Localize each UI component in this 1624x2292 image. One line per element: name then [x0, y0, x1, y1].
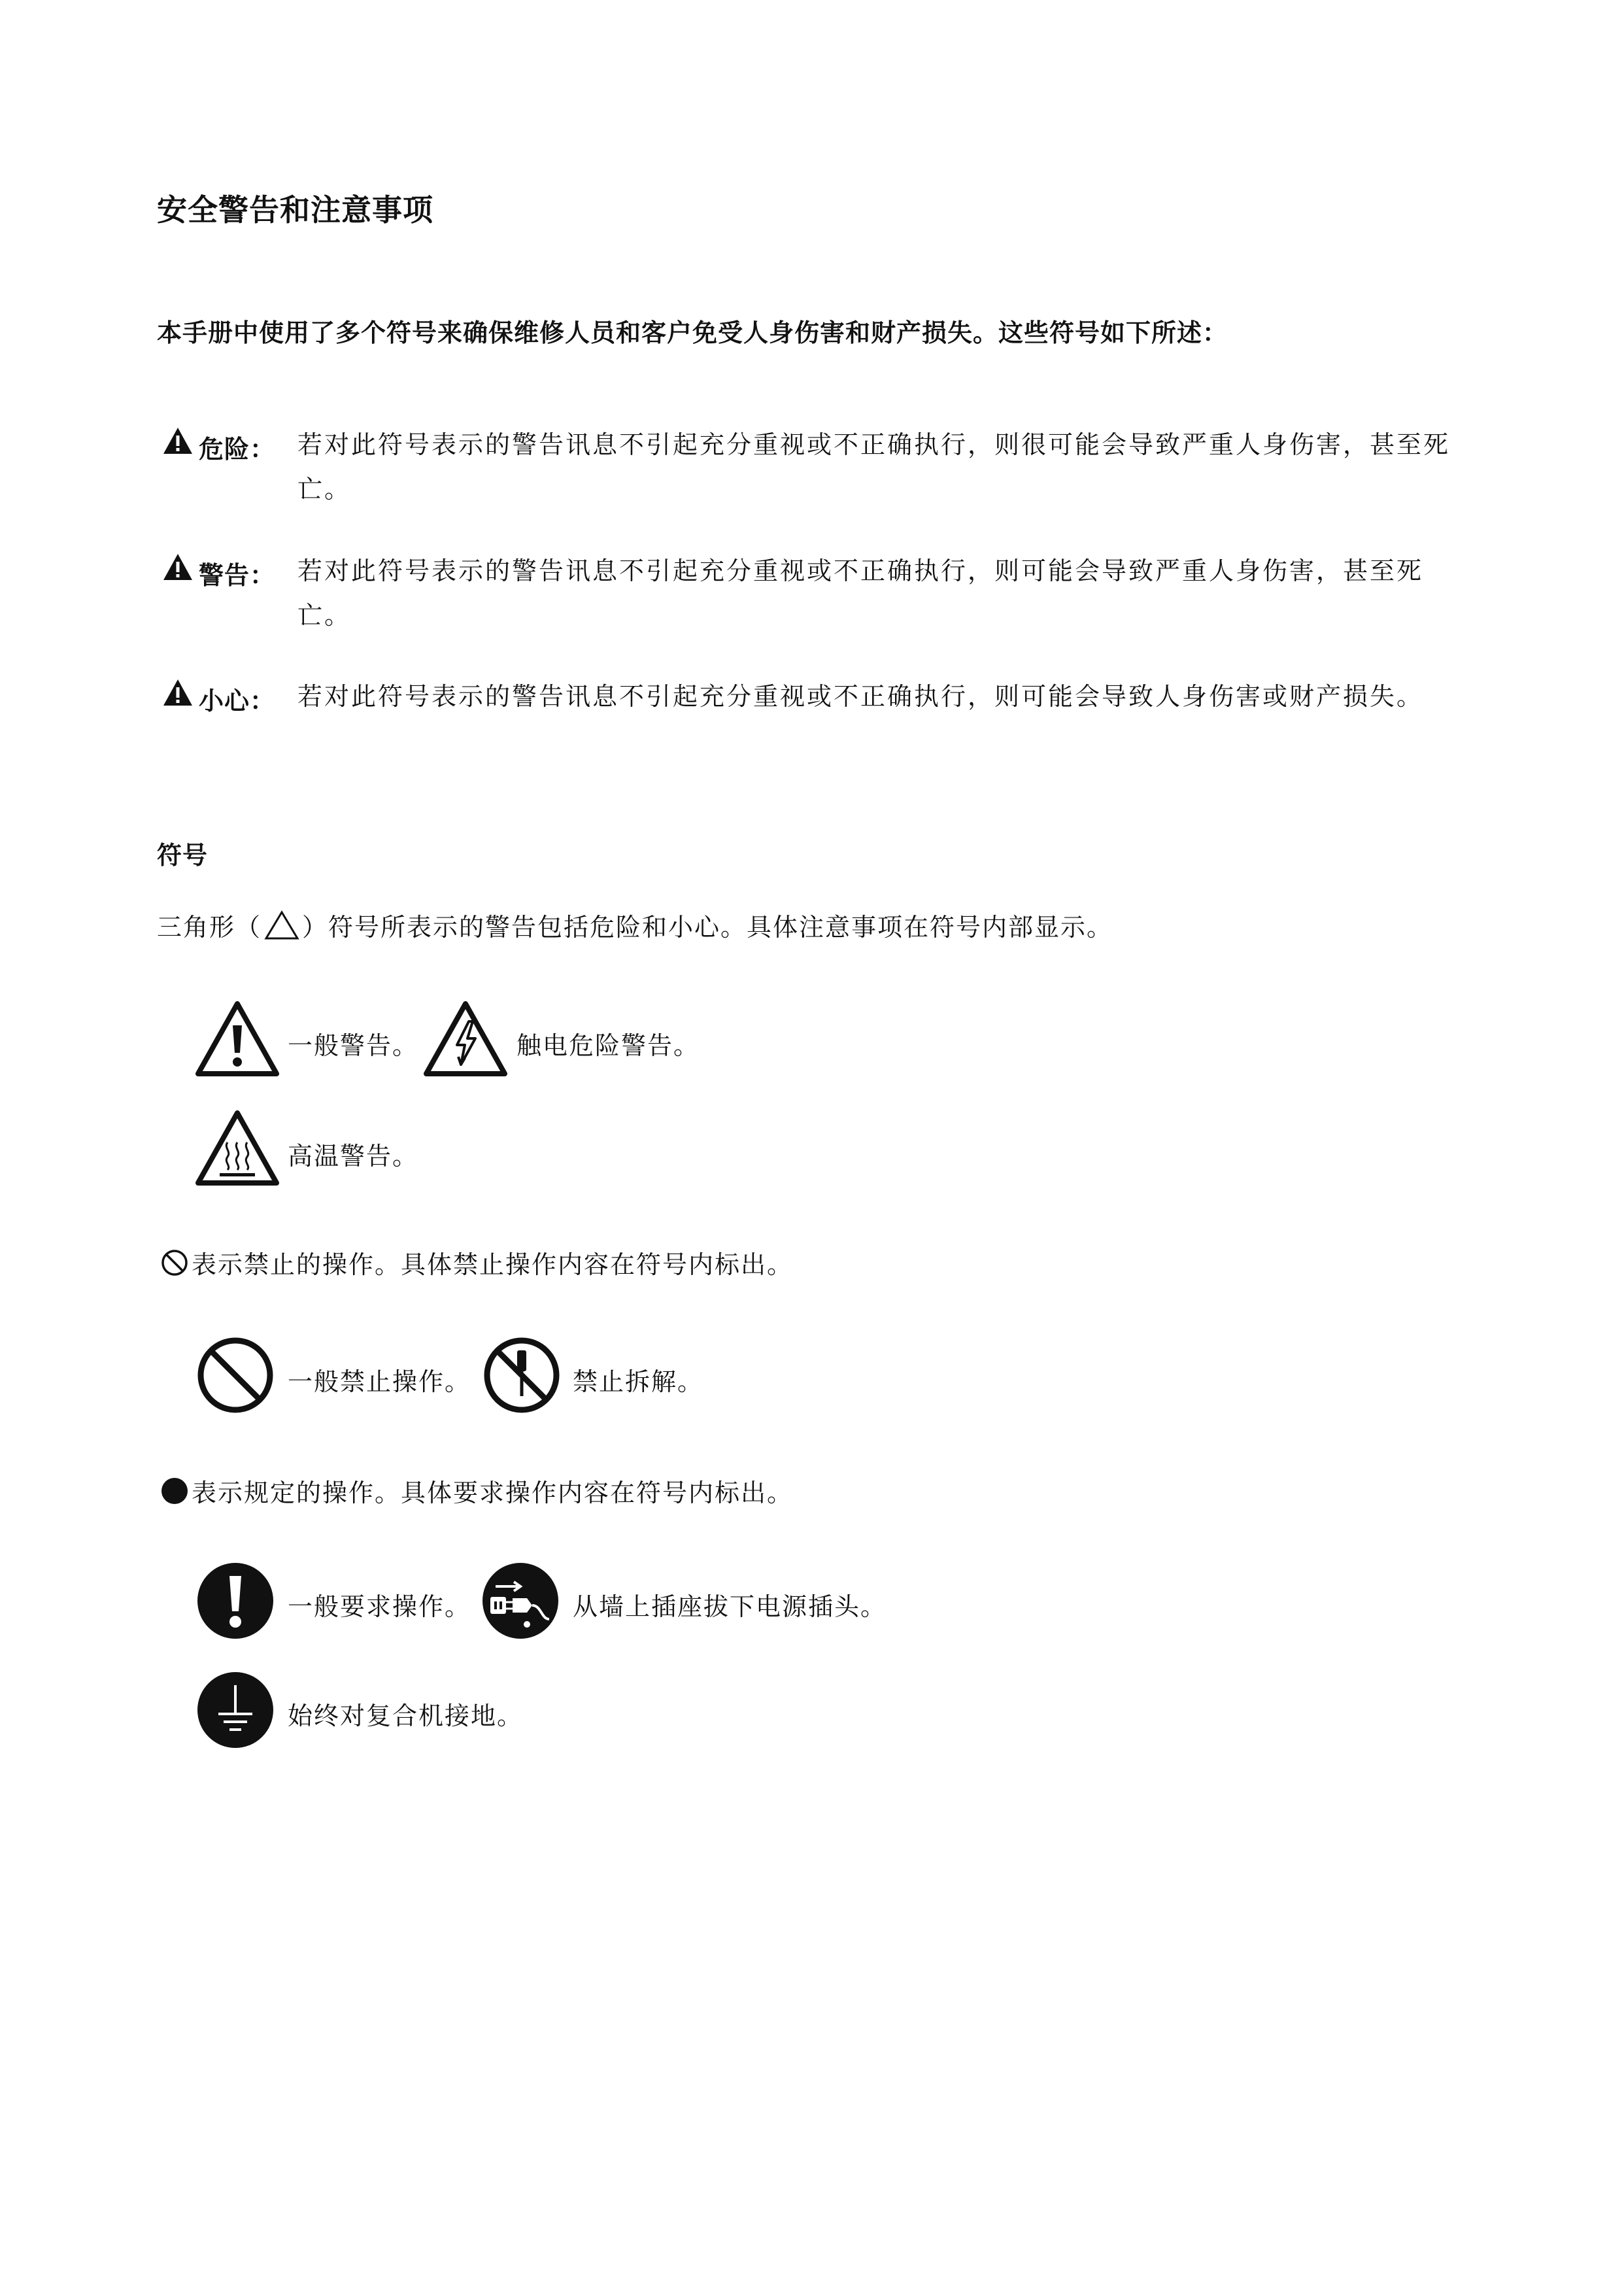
warning-text: 若对此符号表示的警告讯息不引起充分重视或不正确执行，则可能会导致严重人身伤害，甚至死亡。 — [297, 556, 1424, 630]
electric-shock-icon — [423, 1001, 508, 1078]
caution-warning — [162, 553, 194, 581]
required-description — [160, 1473, 793, 1509]
no-disassembly-icon — [482, 1336, 561, 1414]
unplug-label: 从墙上插座拔下电源插头。 — [573, 1592, 887, 1621]
intro-text: 本手册中使用了多个符号来确保维修人员和客户免受人身伤害和财产损失。这些符号如下所述： — [157, 318, 1228, 347]
heat-warning-label: 高温警告。 — [288, 1142, 419, 1171]
general-warning-label: 一般警告。 — [288, 1031, 419, 1060]
danger-label: 危险： — [199, 435, 276, 464]
general-required-symbol — [196, 1562, 275, 1640]
warning-triangle-icon — [162, 553, 194, 581]
small-prohibit-icon — [160, 1248, 189, 1277]
outline-triangle-icon — [264, 910, 299, 940]
electric-warning-symbol — [423, 1001, 508, 1078]
small-required-icon — [160, 1477, 189, 1505]
required-description-text: 表示规定的操作。具体要求操作内容在符号内标出。 — [192, 1479, 794, 1507]
caution-label: 小心： — [199, 687, 276, 715]
general-warning-icon — [195, 1001, 280, 1078]
prohibit-description-text: 表示禁止的操作。具体禁止操作内容在符号内标出。 — [192, 1250, 794, 1279]
general-required-label: 一般要求操作。 — [288, 1592, 471, 1621]
caution-item — [162, 678, 194, 707]
warning-label: 警告： — [199, 561, 276, 590]
danger-warning — [162, 426, 194, 455]
unplug-symbol — [481, 1562, 560, 1640]
general-warning-symbol — [195, 1001, 280, 1078]
unplug-icon — [481, 1562, 560, 1640]
heat-warning-symbol — [195, 1110, 280, 1187]
ground-icon — [196, 1671, 275, 1749]
prohibit-description — [160, 1244, 793, 1280]
ground-label: 始终对复合机接地。 — [288, 1702, 524, 1730]
symbols-heading: 符号 — [157, 841, 209, 870]
general-prohibit-label: 一般禁止操作。 — [288, 1367, 471, 1396]
caution-triangle-icon — [162, 678, 194, 707]
general-required-icon — [196, 1562, 275, 1640]
triangle-description-after: ）符号所表示的警告包括危险和小心。具体注意事项在符号内部显示。 — [302, 913, 1113, 942]
caution-text: 若对此符号表示的警告讯息不引起充分重视或不正确执行，则可能会导致人身伤害或财产损失。 — [297, 682, 1424, 711]
electric-warning-label: 触电危险警告。 — [516, 1031, 700, 1060]
page-title: 安全警告和注意事项 — [157, 192, 433, 228]
general-prohibit-symbol — [196, 1336, 275, 1414]
ground-symbol — [196, 1671, 275, 1749]
danger-triangle-icon — [162, 426, 194, 455]
no-disassembly-label: 禁止拆解。 — [573, 1367, 704, 1396]
triangle-description — [157, 907, 1113, 943]
no-disassembly-symbol — [482, 1336, 561, 1414]
danger-text: 若对此符号表示的警告讯息不引起充分重视或不正确执行，则很可能会导致严重人身伤害，甚至死亡。 — [297, 430, 1451, 504]
general-prohibit-icon — [196, 1336, 275, 1414]
triangle-description-before: 三角形（ — [157, 913, 262, 942]
high-temperature-icon — [195, 1110, 280, 1187]
